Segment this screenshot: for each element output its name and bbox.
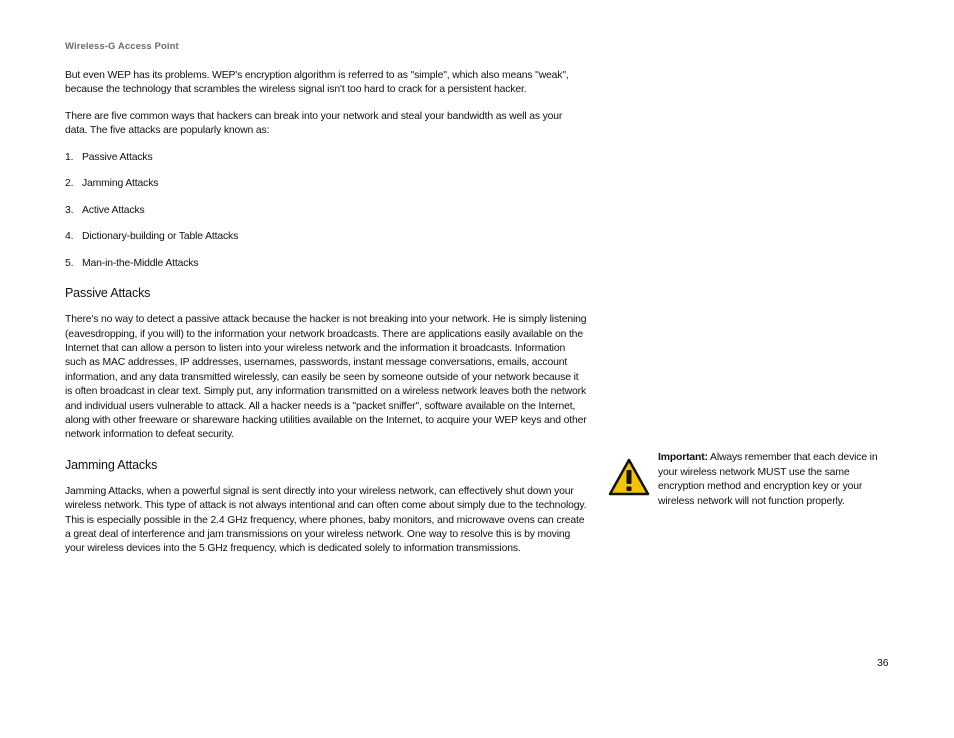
intro-paragraph-2: There are five common ways that hackers can break into your network and steal your bandwidth as well as your data. The five attacks are popularly known as: xyxy=(65,110,563,137)
jamming-attacks-heading: Jamming Attacks xyxy=(65,457,158,472)
attack-list xyxy=(65,151,587,284)
list-item xyxy=(65,204,587,231)
list-item-number: 3. xyxy=(65,204,74,216)
list-item-label: Dictionary-building or Table Attacks xyxy=(82,231,239,243)
list-item-number: 1. xyxy=(65,151,74,163)
page-number: 36 xyxy=(877,658,889,669)
main-column xyxy=(65,69,587,557)
list-item xyxy=(65,257,587,284)
list-item xyxy=(65,151,587,178)
list-item xyxy=(65,230,587,257)
list-item-number: 4. xyxy=(65,231,74,243)
list-item-label: Man-in-the-Middle Attacks xyxy=(82,257,199,269)
list-item-label: Passive Attacks xyxy=(82,151,153,163)
important-note-text xyxy=(658,451,880,509)
list-item-number: 5. xyxy=(65,257,74,269)
intro-paragraph-1: But even WEP has its problems. WEP's encryption algorithm is referred to as "simple", which also means "weak", because the technology that scrambles the wireless signal isn't too hard to crack for a persistent hacker. xyxy=(65,70,569,96)
passive-attacks-paragraph: There's no way to detect a passive attack because the hacker is not breaking into your network. He is simply listening (eavesdropping, if you will) to the information your network broadcasts. There are applications easily available on the Internet that can allow a person to listen into your wireless network and the information it broadcasts. Information such as MAC addresses, IP addresses, usernames, passwords, instant message conversations, emails, account information, and any data transmitted wirelessly, can easily be seen by someone outside of your network because it is often broadcast in clear text. Simply put, any information transmitted on a wireless network leaves both the network and individual users vulnerable to attack. All a hacker needs is a "packet sniffer", software available on the Internet, along with other freeware or shareware hacking utilities available on the Internet, to acquire your WEP keys and other network information to defeat security. xyxy=(65,314,587,441)
jamming-attacks-paragraph: Jamming Attacks, when a powerful signal is sent directly into your wireless network, can effectively shut down your wireless network. This type of attack is not always intentional and can often come about simply due to the technology. This is especially possible in the 2.4 GHz frequency, where phones, baby monitors, and microwave ovens can create a great deal of interference and jam transmissions on your wireless network. One way to resolve this is by moving your wireless devices into the 5 GHz frequency, which is dedicated solely to information transmissions. xyxy=(65,485,587,555)
list-item xyxy=(65,177,587,204)
list-item-label: Jamming Attacks xyxy=(82,178,159,190)
warning-icon xyxy=(608,458,650,496)
passive-attacks-heading: Passive Attacks xyxy=(65,286,151,301)
running-header: Wireless-G Access Point xyxy=(65,41,179,52)
list-item-label: Active Attacks xyxy=(82,204,145,216)
list-item-number: 2. xyxy=(65,178,74,190)
important-label: Important: xyxy=(658,452,708,463)
important-body: Always remember that each device in your wireless network MUST use the same encryption method and encryption key or your wireless network will not function properly. xyxy=(658,452,878,507)
